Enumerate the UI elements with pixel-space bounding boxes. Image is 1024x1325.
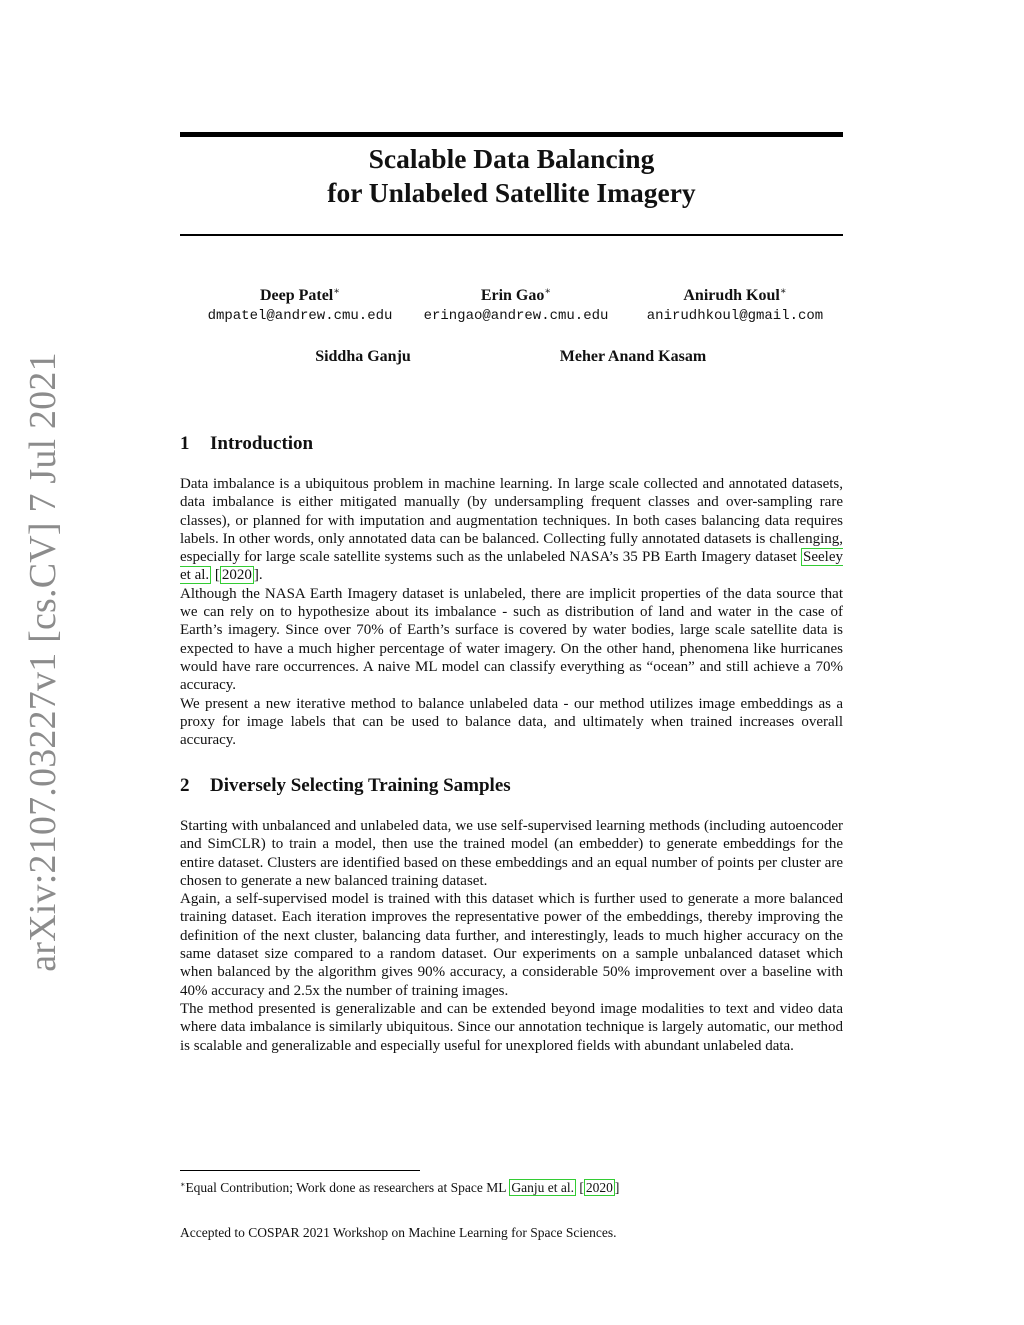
footnote-rule <box>180 1170 420 1171</box>
author-name: Siddha Ganju <box>315 348 411 365</box>
author-block-3 <box>630 282 840 326</box>
author-name: Meher Anand Kasam <box>559 348 707 365</box>
title-top-rule <box>180 132 843 137</box>
venue-note: Accepted to COSPAR 2021 Workshop on Machine Learning for Space Sciences. <box>180 1225 617 1240</box>
author-block-5 <box>538 347 728 367</box>
author-block-4 <box>288 347 438 367</box>
paragraph-text: Data imbalance is a ubiquitous problem in machine learning. In large scale collected and annotated datasets, data imbalance is either mitigated manually (by undersampling frequent classes and over-sampling rare classes), or planned for with imputation and augmentation techniques. In both cases balancing data requires labels. In other words, only annotated data can be balanced. Collecting fully annotated datasets is challenging, especially for large scale satellite systems such as the unlabeled NASA’s 35 PB Earth Imagery dataset <box>180 476 843 566</box>
author-block-2 <box>410 282 622 326</box>
citation-link[interactable]: Ganju et al. <box>511 1180 574 1195</box>
section-body-diversely-selecting <box>180 817 843 1055</box>
paragraph: Starting with unbalanced and unlabeled data, we use self-supervised learning methods (including autoencoder and SimCLR) to train a model, then use the trained model (an embedder) to generate embeddings for the entire dataset. Clusters are identified based on these embeddings and an equal number of points per cluster are chosen to generate a new balanced training dataset. <box>180 818 843 889</box>
footnote <box>180 1176 619 1197</box>
author-name: Anirudh Koul <box>683 287 780 304</box>
citation-bracket: ]. <box>253 567 263 584</box>
citation-bracket: [ <box>211 567 220 584</box>
section-number: 1 <box>180 433 190 454</box>
paper-title <box>180 142 843 210</box>
citation-year-link[interactable]: 2020 <box>585 1180 613 1195</box>
citation-link[interactable]: Seeley et al. <box>180 549 843 584</box>
author-block-1 <box>195 282 405 326</box>
paragraph <box>180 475 843 585</box>
paragraph: The method presented is generalizable and can be extended beyond image modalities to text and video data where data imbalance is similarly ubiquitous. Since our annotation technique is largely automatic, our method is scalable and generalizable and especially useful for unexplored fields with abundant unlabeled data. <box>180 1000 843 1054</box>
section-heading-diversely-selecting <box>180 774 511 798</box>
citation-bracket: ] <box>614 1180 620 1195</box>
title-line-2: for Unlabeled Satellite Imagery <box>327 177 696 208</box>
section-title: Introduction <box>210 433 314 454</box>
section-heading-introduction <box>180 432 313 456</box>
title-line-1: Scalable Data Balancing <box>368 143 655 174</box>
author-name: Erin Gao <box>480 287 545 304</box>
equal-contribution-mark: ∗ <box>779 286 787 297</box>
paragraph: Again, a self-supervised model is trained with this dataset which is further used to generate a more balanced training dataset. Each iteration improves the representative power of the embeddings, thereby improving the definition of the next cluster, balancing data further, and interestingly, leads to much higher accuracy on the same dataset size compared to a random dataset. Our experiments on a sample unbalanced dataset which when balanced by the algorithm gives 90% accuracy, a considerable 50% improvement over a baseline with 40% accuracy and 2.5x the number of training images. <box>180 891 843 999</box>
equal-contribution-mark: ∗ <box>544 286 552 297</box>
citation-year-link[interactable]: 2020 <box>221 567 252 584</box>
paragraph: Although the NASA Earth Imagery dataset is unlabeled, there are implicit properties of the data source that we can rely on to hypothesize about its imbalance - such as distribution of land and water in the case of Earth’s imagery. Since over 70% of Earth’s surface is covered by water bodies, large scale satellite data is expected to have a much higher percentage of water imagery. On the other hand, phenomena like hurricanes would have rare occurrences. A naive ML model can classify everything as “ocean” and still achieve a 70% accuracy. <box>180 585 843 694</box>
section-body-introduction <box>180 475 843 749</box>
author-email[interactable]: eringao@andrew.cmu.edu <box>423 308 609 324</box>
author-email[interactable]: anirudhkoul@gmail.com <box>646 308 824 324</box>
section-title: Diversely Selecting Training Samples <box>210 775 511 796</box>
author-email[interactable]: dmpatel@andrew.cmu.edu <box>207 308 393 324</box>
arxiv-identifier-stamp: arXiv:2107.03227v1 [cs.CV] 7 Jul 2021 <box>22 352 64 972</box>
citation-bracket: [ <box>576 1180 584 1195</box>
author-name: Deep Patel <box>259 287 334 304</box>
paragraph: We present a new iterative method to balance unlabeled data - our method utilizes image embeddings as a proxy for image labels that can be used to balance data, and ultimately when trained increases overall accuracy. <box>180 695 843 749</box>
footnote-text: Equal Contribution; Work done as researchers at Space ML <box>185 1180 510 1195</box>
footnote-mark: ∗ <box>180 1180 186 1189</box>
equal-contribution-mark: ∗ <box>333 286 341 297</box>
section-number: 2 <box>180 775 190 796</box>
title-bottom-rule <box>180 234 843 236</box>
